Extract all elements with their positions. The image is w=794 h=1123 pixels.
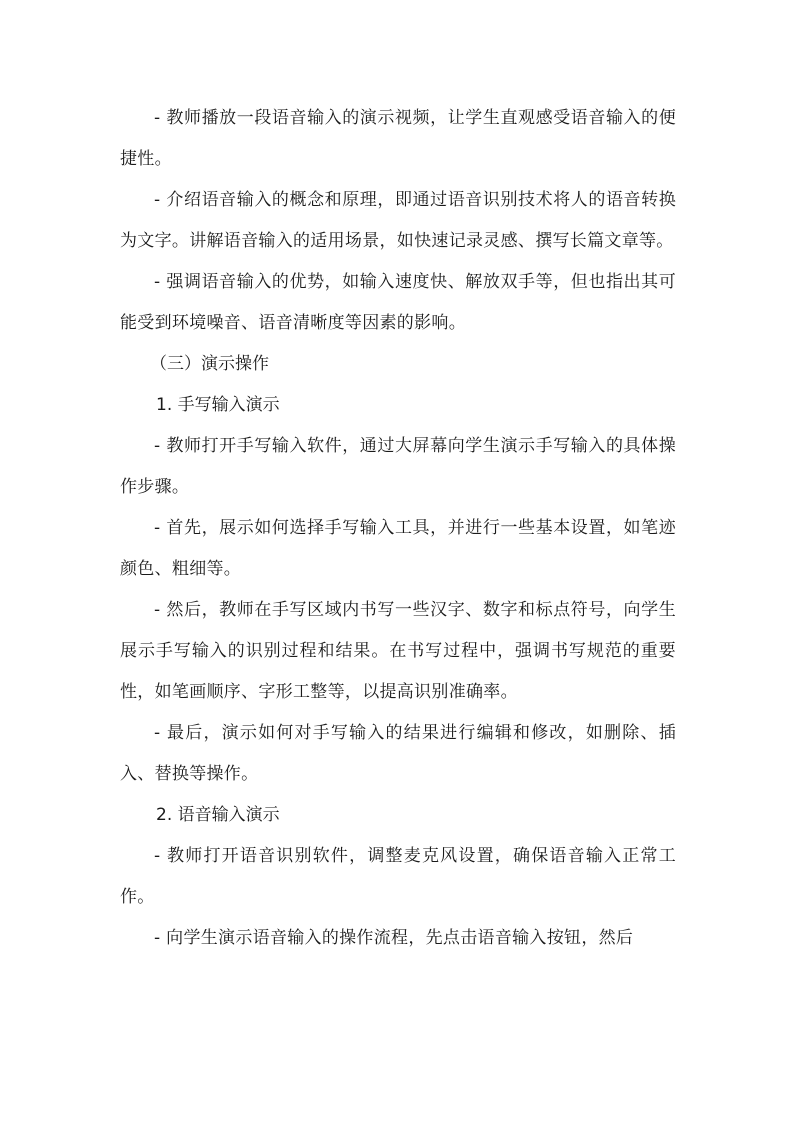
section-heading-demo: （三）演示操作 — [150, 354, 269, 374]
subsection-heading-voice: 2. 语音输入演示 — [156, 805, 280, 825]
paragraph-voice-concept: - 介绍语音输入的概念和原理，即通过语音识别技术将人的语音转换为文字。讲解语音输入的适用场景，如快速记录灵感、撰写长篇文章等。 — [120, 190, 676, 251]
document-page — [120, 98, 676, 959]
subsection-heading-handwriting: 1. 手写输入演示 — [156, 395, 280, 415]
paragraph-then-writing: - 然后，教师在手写区域内书写一些汉字、数字和标点符号，向学生展示手写输入的识别过程和结果。在书写过程中，强调书写规范的重要性，如笔画顺序、字形工整等，以提高识别准确率。 — [120, 600, 676, 702]
paragraph-first-settings: - 首先，展示如何选择手写输入工具，并进行一些基本设置，如笔迹颜色、粗细等。 — [120, 518, 676, 579]
paragraph-demo-video: - 教师播放一段语音输入的演示视频，让学生直观感受语音输入的便捷性。 — [120, 108, 676, 169]
paragraph-finally-edit: - 最后，演示如何对手写输入的结果进行编辑和修改，如删除、插入、替换等操作。 — [120, 723, 676, 784]
paragraph-open-handwriting: - 教师打开手写输入软件，通过大屏幕向学生演示手写输入的具体操作步骤。 — [120, 436, 676, 497]
paragraph-open-voice: - 教师打开语音识别软件，调整麦克风设置，确保语音输入正常工作。 — [120, 846, 676, 907]
paragraph-voice-flow: - 向学生演示语音输入的操作流程，先点击语音输入按钮，然后 — [154, 928, 634, 948]
paragraph-voice-advantages: - 强调语音输入的优势，如输入速度快、解放双手等，但也指出其可能受到环境噪音、语音清晰度等因素的影响。 — [120, 272, 676, 333]
